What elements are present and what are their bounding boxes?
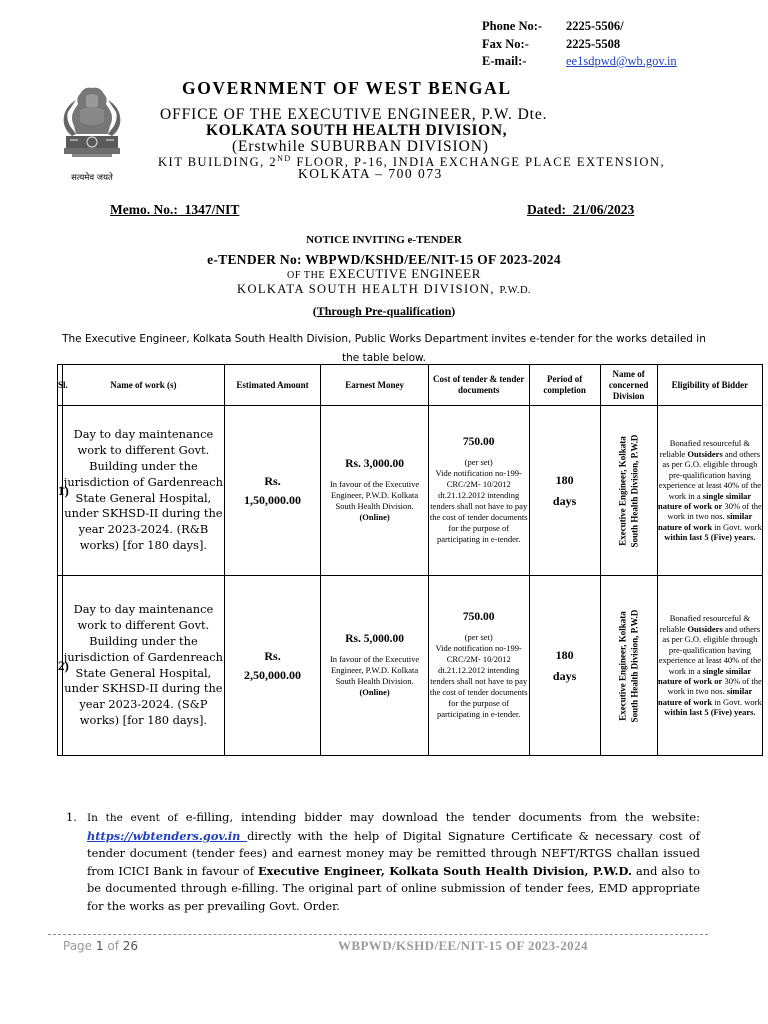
row-eligibility: Bonafied resourceful & reliable Outsiders and others as per G.O. eligible through pre-qualification having experience at least 40% of the work in a single similar nature of work or 30% of the work in two nos. similar nature of work in Govt. work within last 5 (Five) years. bbox=[657, 406, 762, 576]
intro-paragraph: The Executive Engineer, Kolkata South Health Division, Public Works Department invites e-tender for the works detailed in the table below. bbox=[62, 333, 706, 364]
page-indicator: Page 1 of 26 bbox=[63, 939, 139, 953]
row-tender-cost: 750.00 (per set) Vide notification no-199-CRC/2M- 10/2012 dt.21.12.2012 intending tenders shall not have to pay the cost of tender documents for the purpose of participating in e-tender. bbox=[428, 576, 529, 756]
row-work: Day to day maintenance work to different Govt. Building under the jurisdiction of Gardenreach State General Hospital, under SKHSD-II during the year 2023-2024. (R&B works) [for 180 days]. bbox=[63, 406, 224, 576]
col-header-amount: Estimated Amount bbox=[224, 365, 321, 406]
memo-date: Dated: 21/06/2023 bbox=[527, 202, 635, 217]
row-period: 180 days bbox=[529, 406, 600, 576]
row-serial: 1) bbox=[58, 406, 63, 576]
table-row bbox=[58, 406, 763, 576]
row-division: Executive Engineer, Kolkata South Health Division, P.W.D bbox=[600, 576, 657, 756]
tender-table bbox=[57, 364, 763, 756]
col-header-work: Name of work (s) bbox=[63, 365, 224, 406]
row-work: Day to day maintenance work to different Govt. Building under the jurisdiction of Gardenreach State General Hospital, under SKHSD-II during the year 2023-2024. (S&P works) [for 180 days]. bbox=[63, 576, 224, 756]
note-item bbox=[66, 809, 700, 915]
row-division: Executive Engineer, Kolkata South Health Division, P.W.D bbox=[600, 406, 657, 576]
email-label: E-mail:- bbox=[482, 54, 527, 68]
former-division: (Erstwhile SUBURBAN DIVISION) bbox=[232, 138, 489, 155]
row-period: 180 days bbox=[529, 576, 600, 756]
col-header-cost: Cost of tender & tender documents bbox=[428, 365, 529, 406]
col-header-period: Period of completion bbox=[529, 365, 600, 406]
col-header-earnest: Earnest Money bbox=[321, 365, 428, 406]
table-header-row bbox=[58, 365, 763, 406]
prequalification-note: (Through Pre-qualification) bbox=[312, 304, 456, 318]
ashoka-emblem-icon bbox=[50, 84, 134, 183]
office-address: KIT BUILDING, 2ND FLOOR, P-16, INDIA EXCHANGE PLACE EXTENSION, bbox=[158, 154, 666, 170]
email-link[interactable]: ee1sdpwd@wb.gov.in bbox=[566, 54, 677, 68]
note-text: In the event of e-filling, intending bidder may download the tender documents from the website: https://wbtenders.gov.in directly with the help of Digital Signature Certificate & necessary cost of tender document (tender fees) and earnest money may be remitted through NEFT/RTGS challan issued from ICICI Bank in favour of Executive Engineer, Kolkata South Health Division, P.W.D. and also to be documented through e-filling. The original part of online submission of tender fees, EMD appropriate for the works as per prevailing Govt. Order. bbox=[87, 810, 701, 913]
row-amount: Rs. 1,50,000.00 bbox=[224, 406, 321, 576]
row-serial: 2) bbox=[58, 576, 63, 756]
footer-reference: WBPWD/KSHD/EE/NIT-15 OF 2023-2024 bbox=[338, 938, 588, 953]
wbtenders-link[interactable]: https://wbtenders.gov.in bbox=[87, 828, 248, 843]
office-city: KOLKATA – 700 073 bbox=[298, 166, 443, 181]
footer-divider bbox=[48, 934, 708, 935]
row-earnest-money: Rs. 5,000.00 In favour of the Executive Engineer, P.W.D. Kolkata South Health Division. (Online) bbox=[321, 576, 428, 756]
government-heading: GOVERNMENT OF WEST BENGAL bbox=[182, 78, 512, 98]
contact-block bbox=[482, 18, 677, 71]
emblem-motto: सत्यमेव जयते bbox=[71, 173, 113, 183]
phone-value: 2225-5506/ bbox=[566, 19, 624, 33]
phone-label: Phone No:- bbox=[482, 19, 543, 33]
col-header-sl: Sl. bbox=[58, 365, 63, 406]
row-amount: Rs. 2,50,000.00 bbox=[224, 576, 321, 756]
note-number: 1. bbox=[66, 810, 77, 824]
memo-number: Memo. No.: 1347/NIT bbox=[110, 202, 240, 217]
row-eligibility: Bonafied resourceful & reliable Outsiders and others as per G.O. eligible through pre-qualification having experience at least 40% of the work in a single similar nature of work or 30% of the work in two nos. similar nature of work in Govt. work within last 5 (Five) years. bbox=[657, 576, 762, 756]
fax-value: 2225-5508 bbox=[566, 36, 621, 51]
office-title: OFFICE OF THE EXECUTIVE ENGINEER, P.W. Dte. bbox=[160, 106, 548, 123]
col-header-division: Name of concerned Division bbox=[600, 365, 657, 406]
col-header-eligibility: Eligibility of Bidder bbox=[657, 365, 762, 406]
tender-number: e-TENDER No: WBPWD/KSHD/EE/NIT-15 OF 2023-2024 bbox=[207, 252, 561, 267]
row-earnest-money: Rs. 3,000.00 In favour of the Executive Engineer, P.W.D. Kolkata South Health Division. (Online) bbox=[321, 406, 428, 576]
issuing-officer: OF THE EXECUTIVE ENGINEER bbox=[287, 266, 481, 281]
division-title: KOLKATA SOUTH HEALTH DIVISION, bbox=[206, 122, 508, 139]
issuing-division: KOLKATA SOUTH HEALTH DIVISION, P.W.D. bbox=[237, 282, 531, 296]
row-tender-cost: 750.00 (per set) Vide notification no-199-CRC/2M- 10/2012 dt.21.12.2012 intending tenders shall not have to pay the cost of tender documents for the purpose of participating in e-tender. bbox=[428, 406, 529, 576]
notice-heading: NOTICE INVITING e-TENDER bbox=[306, 234, 462, 246]
fax-label: Fax No:- bbox=[482, 36, 529, 51]
table-row bbox=[58, 576, 763, 756]
